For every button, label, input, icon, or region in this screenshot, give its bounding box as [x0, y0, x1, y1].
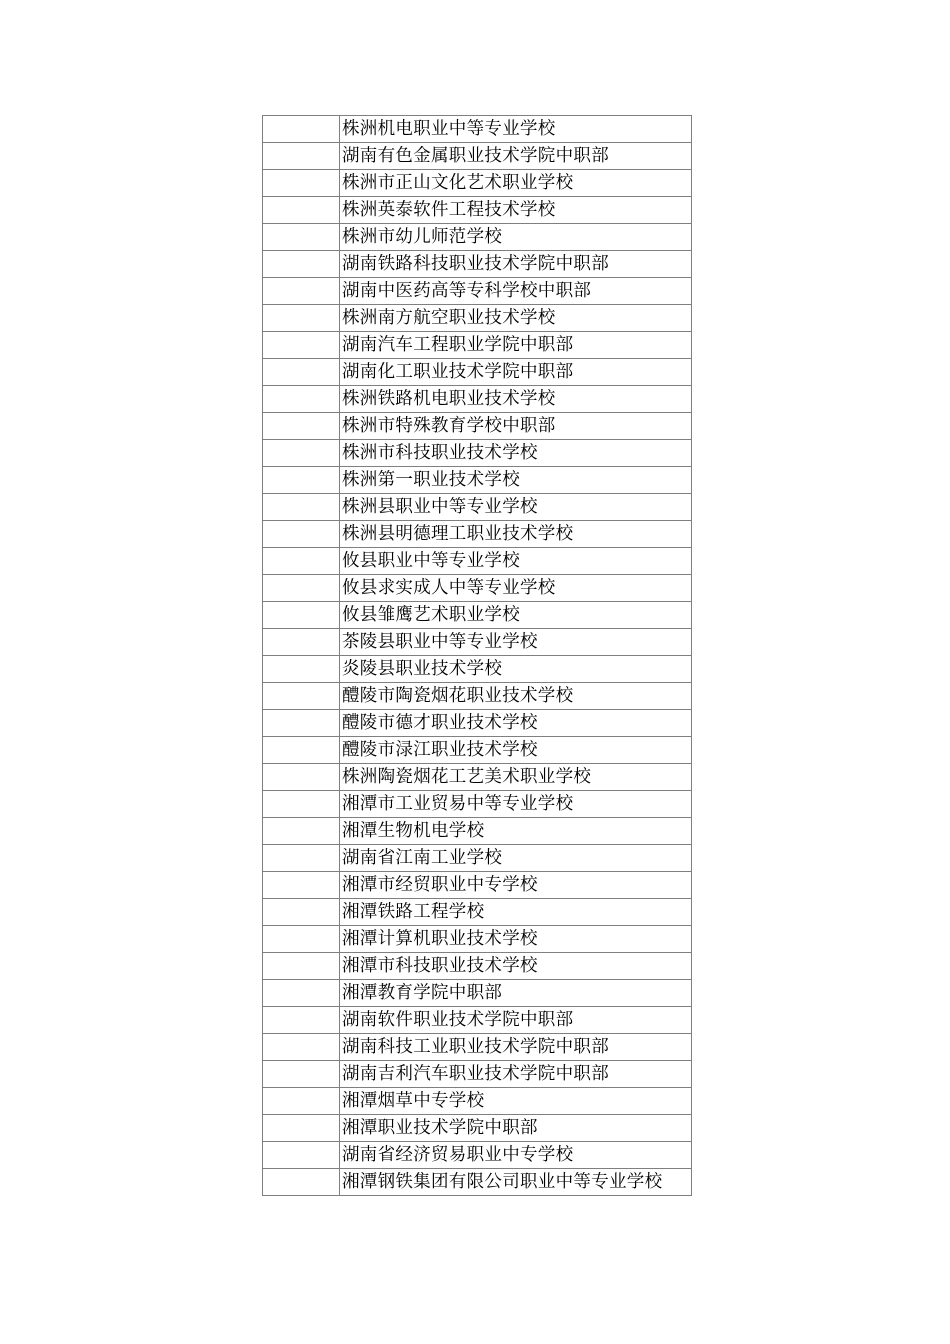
school-name-cell: 湘潭职业技术学院中职部 — [340, 1115, 692, 1142]
empty-cell — [263, 251, 340, 278]
school-name-cell: 湘潭教育学院中职部 — [340, 980, 692, 1007]
school-name-cell: 湖南汽车工程职业学院中职部 — [340, 332, 692, 359]
table-row — [263, 629, 692, 656]
table-row — [263, 1142, 692, 1169]
empty-cell — [263, 494, 340, 521]
empty-cell — [263, 1088, 340, 1115]
table-row — [263, 737, 692, 764]
table-row — [263, 818, 692, 845]
school-name-cell: 湘潭市工业贸易中等专业学校 — [340, 791, 692, 818]
school-name-cell: 湖南省江南工业学校 — [340, 845, 692, 872]
empty-cell — [263, 1034, 340, 1061]
table-row — [263, 521, 692, 548]
school-name-cell: 湘潭生物机电学校 — [340, 818, 692, 845]
school-name-cell: 湘潭计算机职业技术学校 — [340, 926, 692, 953]
table-row — [263, 1034, 692, 1061]
school-name-cell: 湘潭市科技职业技术学校 — [340, 953, 692, 980]
empty-cell — [263, 467, 340, 494]
empty-cell — [263, 845, 340, 872]
empty-cell — [263, 683, 340, 710]
empty-cell — [263, 953, 340, 980]
school-name-cell: 株洲县明德理工职业技术学校 — [340, 521, 692, 548]
school-name-cell: 株洲市科技职业技术学校 — [340, 440, 692, 467]
empty-cell — [263, 1142, 340, 1169]
school-name-cell: 湖南省经济贸易职业中专学校 — [340, 1142, 692, 1169]
table-row — [263, 251, 692, 278]
school-name-cell: 湖南有色金属职业技术学院中职部 — [340, 143, 692, 170]
empty-cell — [263, 926, 340, 953]
empty-cell — [263, 737, 340, 764]
empty-cell — [263, 629, 340, 656]
school-name-cell: 攸县求实成人中等专业学校 — [340, 575, 692, 602]
school-name-cell: 湖南科技工业职业技术学院中职部 — [340, 1034, 692, 1061]
empty-cell — [263, 980, 340, 1007]
school-name-cell: 株洲铁路机电职业技术学校 — [340, 386, 692, 413]
empty-cell — [263, 764, 340, 791]
table-row — [263, 575, 692, 602]
school-name-cell: 湘潭铁路工程学校 — [340, 899, 692, 926]
table-row — [263, 1088, 692, 1115]
table-row — [263, 305, 692, 332]
school-name-cell: 攸县雏鹰艺术职业学校 — [340, 602, 692, 629]
empty-cell — [263, 1061, 340, 1088]
table-row — [263, 710, 692, 737]
table-row — [263, 1115, 692, 1142]
school-name-cell: 醴陵市渌江职业技术学校 — [340, 737, 692, 764]
empty-cell — [263, 899, 340, 926]
school-name-cell: 湖南软件职业技术学院中职部 — [340, 1007, 692, 1034]
table-row — [263, 548, 692, 575]
empty-cell — [263, 224, 340, 251]
table-row — [263, 440, 692, 467]
table-row — [263, 386, 692, 413]
school-name-cell: 湘潭钢铁集团有限公司职业中等专业学校 — [340, 1169, 692, 1196]
empty-cell — [263, 602, 340, 629]
empty-cell — [263, 413, 340, 440]
table-row — [263, 872, 692, 899]
table-row — [263, 494, 692, 521]
school-name-cell: 攸县职业中等专业学校 — [340, 548, 692, 575]
table-row — [263, 764, 692, 791]
school-name-cell: 湖南中医药高等专科学校中职部 — [340, 278, 692, 305]
school-name-cell: 株洲陶瓷烟花工艺美术职业学校 — [340, 764, 692, 791]
empty-cell — [263, 1007, 340, 1034]
table-row — [263, 413, 692, 440]
empty-cell — [263, 278, 340, 305]
school-list-body — [263, 116, 692, 1196]
table-row — [263, 683, 692, 710]
table-row — [263, 224, 692, 251]
school-list-table — [262, 115, 692, 1196]
school-name-cell: 湘潭烟草中专学校 — [340, 1088, 692, 1115]
table-row — [263, 602, 692, 629]
school-name-cell: 株洲县职业中等专业学校 — [340, 494, 692, 521]
empty-cell — [263, 170, 340, 197]
school-name-cell: 湖南吉利汽车职业技术学院中职部 — [340, 1061, 692, 1088]
empty-cell — [263, 575, 340, 602]
table-row — [263, 953, 692, 980]
empty-cell — [263, 386, 340, 413]
table-row — [263, 332, 692, 359]
table-row — [263, 926, 692, 953]
empty-cell — [263, 548, 340, 575]
table-row — [263, 143, 692, 170]
school-name-cell: 湖南化工职业技术学院中职部 — [340, 359, 692, 386]
school-name-cell: 醴陵市陶瓷烟花职业技术学校 — [340, 683, 692, 710]
school-name-cell: 株洲市幼儿师范学校 — [340, 224, 692, 251]
table-row — [263, 278, 692, 305]
table-row — [263, 845, 692, 872]
empty-cell — [263, 791, 340, 818]
school-name-cell: 湖南铁路科技职业技术学院中职部 — [340, 251, 692, 278]
empty-cell — [263, 143, 340, 170]
empty-cell — [263, 305, 340, 332]
table-row — [263, 359, 692, 386]
empty-cell — [263, 818, 340, 845]
school-name-cell: 株洲市正山文化艺术职业学校 — [340, 170, 692, 197]
empty-cell — [263, 521, 340, 548]
school-name-cell: 株洲南方航空职业技术学校 — [340, 305, 692, 332]
table-row — [263, 791, 692, 818]
table-row — [263, 116, 692, 143]
table-row — [263, 197, 692, 224]
school-name-cell: 醴陵市德才职业技术学校 — [340, 710, 692, 737]
empty-cell — [263, 332, 340, 359]
empty-cell — [263, 710, 340, 737]
empty-cell — [263, 359, 340, 386]
school-name-cell: 炎陵县职业技术学校 — [340, 656, 692, 683]
school-name-cell: 株洲市特殊教育学校中职部 — [340, 413, 692, 440]
empty-cell — [263, 440, 340, 467]
school-name-cell: 茶陵县职业中等专业学校 — [340, 629, 692, 656]
table-row — [263, 899, 692, 926]
table-row — [263, 170, 692, 197]
empty-cell — [263, 656, 340, 683]
school-name-cell: 株洲英泰软件工程技术学校 — [340, 197, 692, 224]
empty-cell — [263, 872, 340, 899]
table-row — [263, 1169, 692, 1196]
table-row — [263, 980, 692, 1007]
empty-cell — [263, 116, 340, 143]
table-row — [263, 1007, 692, 1034]
empty-cell — [263, 1169, 340, 1196]
school-name-cell: 湘潭市经贸职业中专学校 — [340, 872, 692, 899]
school-name-cell: 株洲第一职业技术学校 — [340, 467, 692, 494]
table-row — [263, 656, 692, 683]
empty-cell — [263, 1115, 340, 1142]
empty-cell — [263, 197, 340, 224]
table-row — [263, 1061, 692, 1088]
table-row — [263, 467, 692, 494]
school-name-cell: 株洲机电职业中等专业学校 — [340, 116, 692, 143]
